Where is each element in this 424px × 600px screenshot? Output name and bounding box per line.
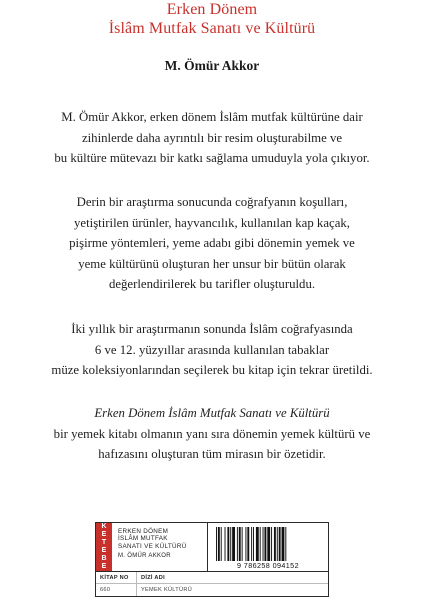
label-title-line: ERKEN DÖNEM <box>118 528 169 535</box>
divider <box>96 583 328 584</box>
book-title-line-2: İslâm Mutfak Sanatı ve Kültürü <box>108 20 316 37</box>
text-line: pişirme yöntemleri, yeme adabı gibi dönemin yemek ve <box>69 236 355 251</box>
divider <box>96 571 328 572</box>
logo-letter: E <box>101 563 107 570</box>
logo-letter: B <box>101 555 107 562</box>
kitap-no-value: 660 <box>100 587 111 593</box>
book-title-line-1: Erken Dönem <box>166 1 258 18</box>
text-line: M. Ömür Akkor, erken dönem İslâm mutfak kültürüne dair <box>61 110 363 124</box>
dizi-adi-label: DİZİ ADI <box>141 575 165 581</box>
paragraph-plates <box>30 319 394 381</box>
label-title-line: İSLÂM MUTFAK <box>118 535 168 543</box>
text-line: değerlendirilerek bu tarifler oluşturuldu. <box>108 277 316 292</box>
text-line: bu kültüre mütevazı bir katkı sağlama umuduyla yola çıkıyor. <box>54 151 370 166</box>
paragraph-summary <box>30 403 394 465</box>
paragraph-intro <box>30 107 394 169</box>
logo-letter: K <box>101 523 107 530</box>
isbn-number: 9 786258 094152 <box>237 561 299 570</box>
text-line: yeme kültürünü oluşturan her unsur bir bütün olarak <box>78 256 346 271</box>
publisher-logo <box>96 523 112 571</box>
text-line: yetiştirilen ürünler, hayvancılık, kullanılan kap kaçak, <box>74 215 350 230</box>
label-book-info <box>118 528 206 559</box>
cover-header <box>0 0 424 74</box>
logo-letter: E <box>101 531 107 538</box>
text-line: Derin bir araştırma sonucunda coğrafyanın koşulları, <box>76 195 348 209</box>
book-title-italic: Erken Dönem İslâm Mutfak Sanatı ve Kültürü <box>94 406 330 420</box>
label-author: M. ÖMÜR AKKOR <box>118 553 171 560</box>
text-line: zihinlerde daha ayrıntılı bir resim oluşturabilme ve <box>81 130 343 145</box>
dizi-adi-value: YEMEK KÜLTÜRÜ <box>141 587 193 593</box>
text-line: hafızasını oluşturan tüm mirasın bir özetidir. <box>98 447 326 462</box>
divider <box>136 572 137 596</box>
author-name: M. Ömür Akkor <box>164 58 260 73</box>
barcode-label <box>95 522 329 597</box>
label-title-line: SANATI VE KÜLTÜRÜ <box>118 542 187 550</box>
divider <box>207 523 208 571</box>
paragraph-research <box>30 192 394 295</box>
text-line: 6 ve 12. yüzyıllar arasında kullanılan tabaklar <box>94 342 330 357</box>
logo-letter: E <box>101 547 107 554</box>
logo-letter: T <box>101 539 107 546</box>
barcode-graphic <box>214 527 322 561</box>
kitap-no-label: KİTAP NO <box>100 575 129 581</box>
text-line: müze koleksiyonlarından seçilerek bu kitap için tekrar üretildi. <box>51 363 373 378</box>
text-line: İki yıllık bir araştırmanın sonunda İslâm coğrafyasında <box>71 322 353 336</box>
text-line: bir yemek kitabı olmanın yanı sıra dönemin yemek kültürü ve <box>53 426 371 441</box>
